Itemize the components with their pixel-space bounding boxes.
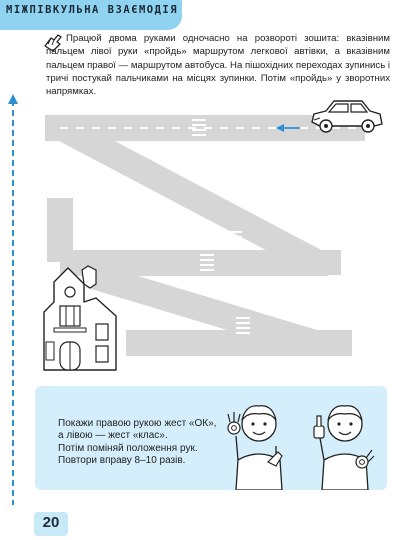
- car-icon: [308, 96, 384, 136]
- instructions-text: Працюй двома руками одночасно на розвороті зошита: вказівним пальцем лівої руки «пройдь» маршрутом легкової автівки, а вказівним пальцем правої — маршрутом автобуса. На пішохідних переходах зупинись і тричі постукай пальчиками на місцях зупинки. Потім «пройдь» у зворотних напрямках.: [46, 33, 390, 98]
- exercise-line: Покажи правою рукою жест «ОК»,: [58, 418, 217, 429]
- exercise-line: Потім поміняй положення рук.: [58, 442, 198, 454]
- exercise-line: Повтори вправу 8–10 разів.: [58, 455, 186, 467]
- section-title: МІЖПІВКУЛЬНА ВЗАЄМОДІЯ: [6, 4, 179, 16]
- boy-thumbs-up-icon: [312, 390, 378, 490]
- exercise-line: а лівою — жест «клас».: [58, 430, 168, 442]
- exercise-text: [58, 418, 228, 468]
- house-icon: [38, 262, 122, 372]
- boy-ok-gesture-icon: [226, 390, 292, 490]
- direction-arrow-head: [8, 94, 18, 104]
- page-number: 20: [42, 514, 60, 531]
